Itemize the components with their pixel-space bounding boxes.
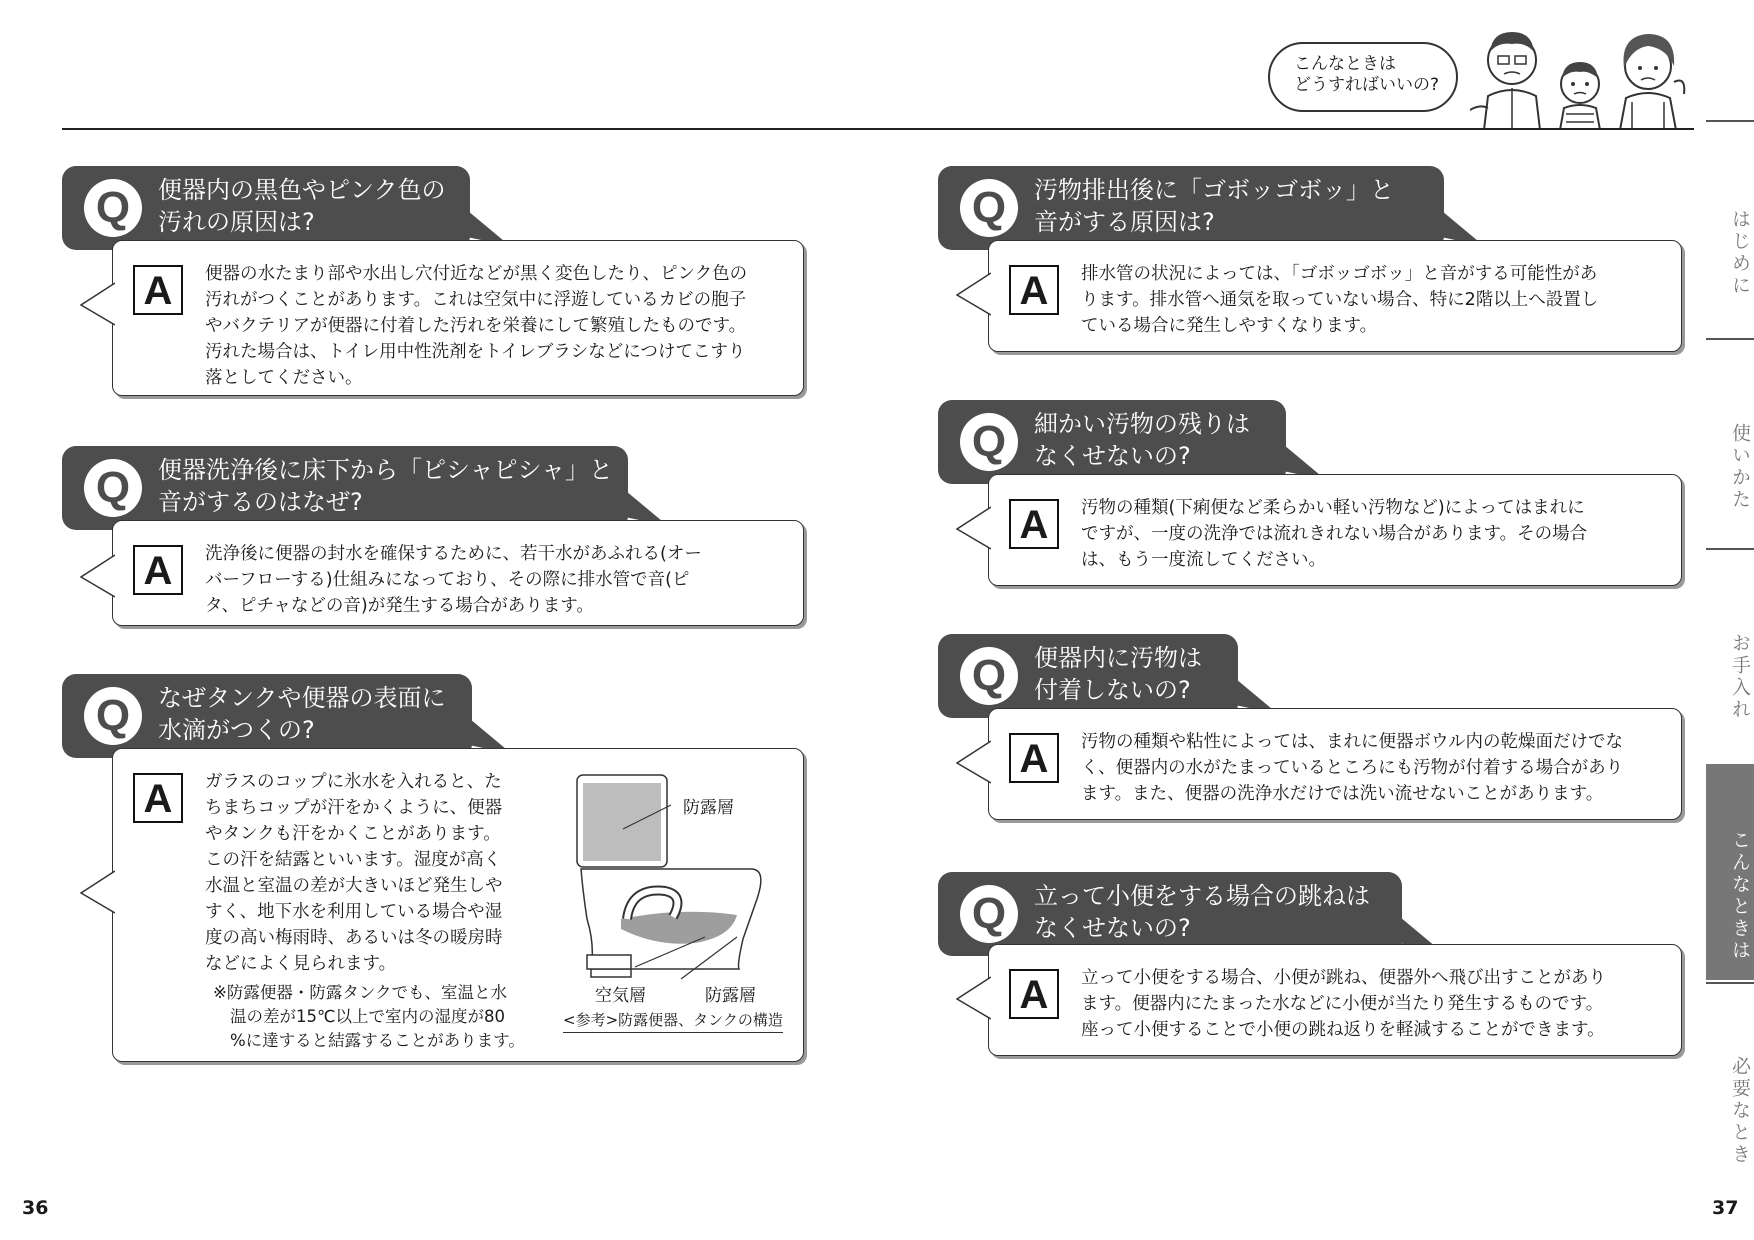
side-tab-when-needed[interactable]: 必要なとき [1706, 982, 1754, 1190]
question-text: 汚物排出後に「ゴボッゴボッ」と 音がする原因は? [1034, 176, 1394, 236]
question-text: 便器内に汚物は 付着しないの? [1034, 644, 1202, 704]
speech-line-2: どうすればいいの? [1294, 75, 1440, 95]
answer-text: ガラスのコップに氷水を入れると、た ちまちコップが汗をかくように、便器 やタンクも汗をかくことがあります。 この汗を結露といいます。湿度が高く 水温と室温の差が大きいほど発生しや すく、地下水を利用している場合や湿 度の高い梅雨時、あるいは冬の暖房時 などによく見られます。 [205, 772, 503, 974]
question-text: 立って小便をする場合の跳ねは なくせないの? [1034, 882, 1370, 942]
question-bubble [62, 446, 628, 530]
q-icon: Q [84, 459, 142, 517]
question-text: なぜタンクや便器の表面に 水滴がつくの? [158, 684, 446, 744]
answer-text: 立って小便をする場合、小便が跳ね、便器外へ飛び出すことがあり ます。便器内にたまった水などに小便が当たり発生するものです。 座って小便することで小便の跳ね返りを軽減することができます。 [1081, 968, 1606, 1040]
a-icon: A [133, 545, 183, 595]
q-icon: Q [84, 179, 142, 237]
side-tab-usage[interactable]: 使いかた [1706, 338, 1754, 546]
diagram-caption: <参考>防露便器、タンクの構造 [563, 1009, 783, 1033]
q-icon: Q [960, 179, 1018, 237]
page-number-left: 36 [22, 1197, 49, 1219]
diagram-label-bowl-insulation: 防露層 [705, 986, 756, 1006]
answer-box [988, 708, 1682, 820]
answer-text: 便器の水たまり部や水出し穴付近などが黒く変色したり、ピンク色の 汚れがつくことがあります。これは空気中に浮遊しているカビの胞子 やバクテリアが便器に付着した汚れを栄養にして繁殖したものです。 汚れた場合は、トイレ用中性洗剤をトイレブラシなどにつけてこすり 落としてください。 [205, 264, 748, 388]
question-bubble [938, 400, 1286, 484]
answer-box [112, 240, 804, 396]
side-tab-care[interactable]: お手入れ [1706, 548, 1754, 756]
a-icon: A [1009, 969, 1059, 1019]
family-illustration [1470, 18, 1698, 130]
answer-box [988, 474, 1682, 586]
question-text: 便器内の黒色やピンク色の 汚れの原因は? [158, 176, 446, 236]
q-icon: Q [84, 687, 142, 745]
side-tab-troubleshooting[interactable]: こんなときは [1706, 764, 1754, 980]
a-icon: A [133, 265, 183, 315]
question-bubble [938, 634, 1238, 718]
toilet-structure-diagram [561, 769, 793, 1053]
q-icon: Q [960, 413, 1018, 471]
side-tab-introduction[interactable]: はじめに [1706, 120, 1754, 336]
answer-text: 洗浄後に便器の封水を確保するために、若干水があふれる(オー バーフローする)仕組みになっており、その際に排水管で音(ピ タ、ピチャなどの音)が発生する場合があります。 [205, 544, 702, 616]
answer-box [988, 240, 1682, 352]
answer-tail-icon [79, 279, 115, 329]
diagram-label-tank-insulation: 防露層 [683, 798, 734, 818]
answer-tail-icon [955, 503, 991, 553]
dew-note: ※防露便器・防露タンクでも、室温と水 温の差が15℃以上で室内の湿度が80 %に達すると結露することがあります。 [213, 983, 525, 1050]
toilet-diagram-icon [561, 769, 793, 999]
question-bubble [62, 166, 470, 250]
speech-line-1: こんなときは [1294, 54, 1396, 74]
page-number-right: 37 [1712, 1197, 1739, 1219]
answer-tail-icon [955, 269, 991, 319]
answer-tail-icon [79, 551, 115, 601]
answer-box [112, 748, 804, 1062]
q-icon: Q [960, 885, 1018, 943]
question-text: 便器洗浄後に床下から「ピシャピシャ」と 音がするのはなぜ? [158, 456, 614, 516]
question-bubble [62, 674, 472, 758]
answer-text: 汚物の種類(下痢便など柔らかい軽い汚物など)によってはまれに ですが、一度の洗浄では流れきれない場合があります。その場合 は、もう一度流してください。 [1081, 498, 1588, 570]
speech-bubble [1268, 42, 1458, 112]
answer-tail-icon [955, 737, 991, 787]
answer-tail-icon [79, 867, 115, 917]
answer-box [988, 944, 1682, 1056]
a-icon: A [133, 773, 183, 823]
question-bubble [938, 166, 1444, 250]
q-icon: Q [960, 647, 1018, 705]
a-icon: A [1009, 499, 1059, 549]
answer-text: 排水管の状況によっては、「ゴボッゴボッ」と音がする可能性があ ります。排水管へ通気を取っていない場合、特に2階以上へ設置し ている場合に発生しやすくなります。 [1081, 264, 1599, 336]
diagram-label-air-layer: 空気層 [595, 986, 646, 1006]
question-text: 細かい汚物の残りは なくせないの? [1034, 410, 1250, 470]
header-rule [62, 128, 1694, 130]
a-icon: A [1009, 733, 1059, 783]
answer-tail-icon [955, 973, 991, 1023]
a-icon: A [1009, 265, 1059, 315]
answer-text: 汚物の種類や粘性によっては、まれに便器ボウル内の乾燥面だけでな く、便器内の水がたまっているところにも汚物が付着する場合があり ます。また、便器の洗浄水だけでは洗い流せないことがあります。 [1081, 732, 1624, 804]
answer-box [112, 520, 804, 626]
